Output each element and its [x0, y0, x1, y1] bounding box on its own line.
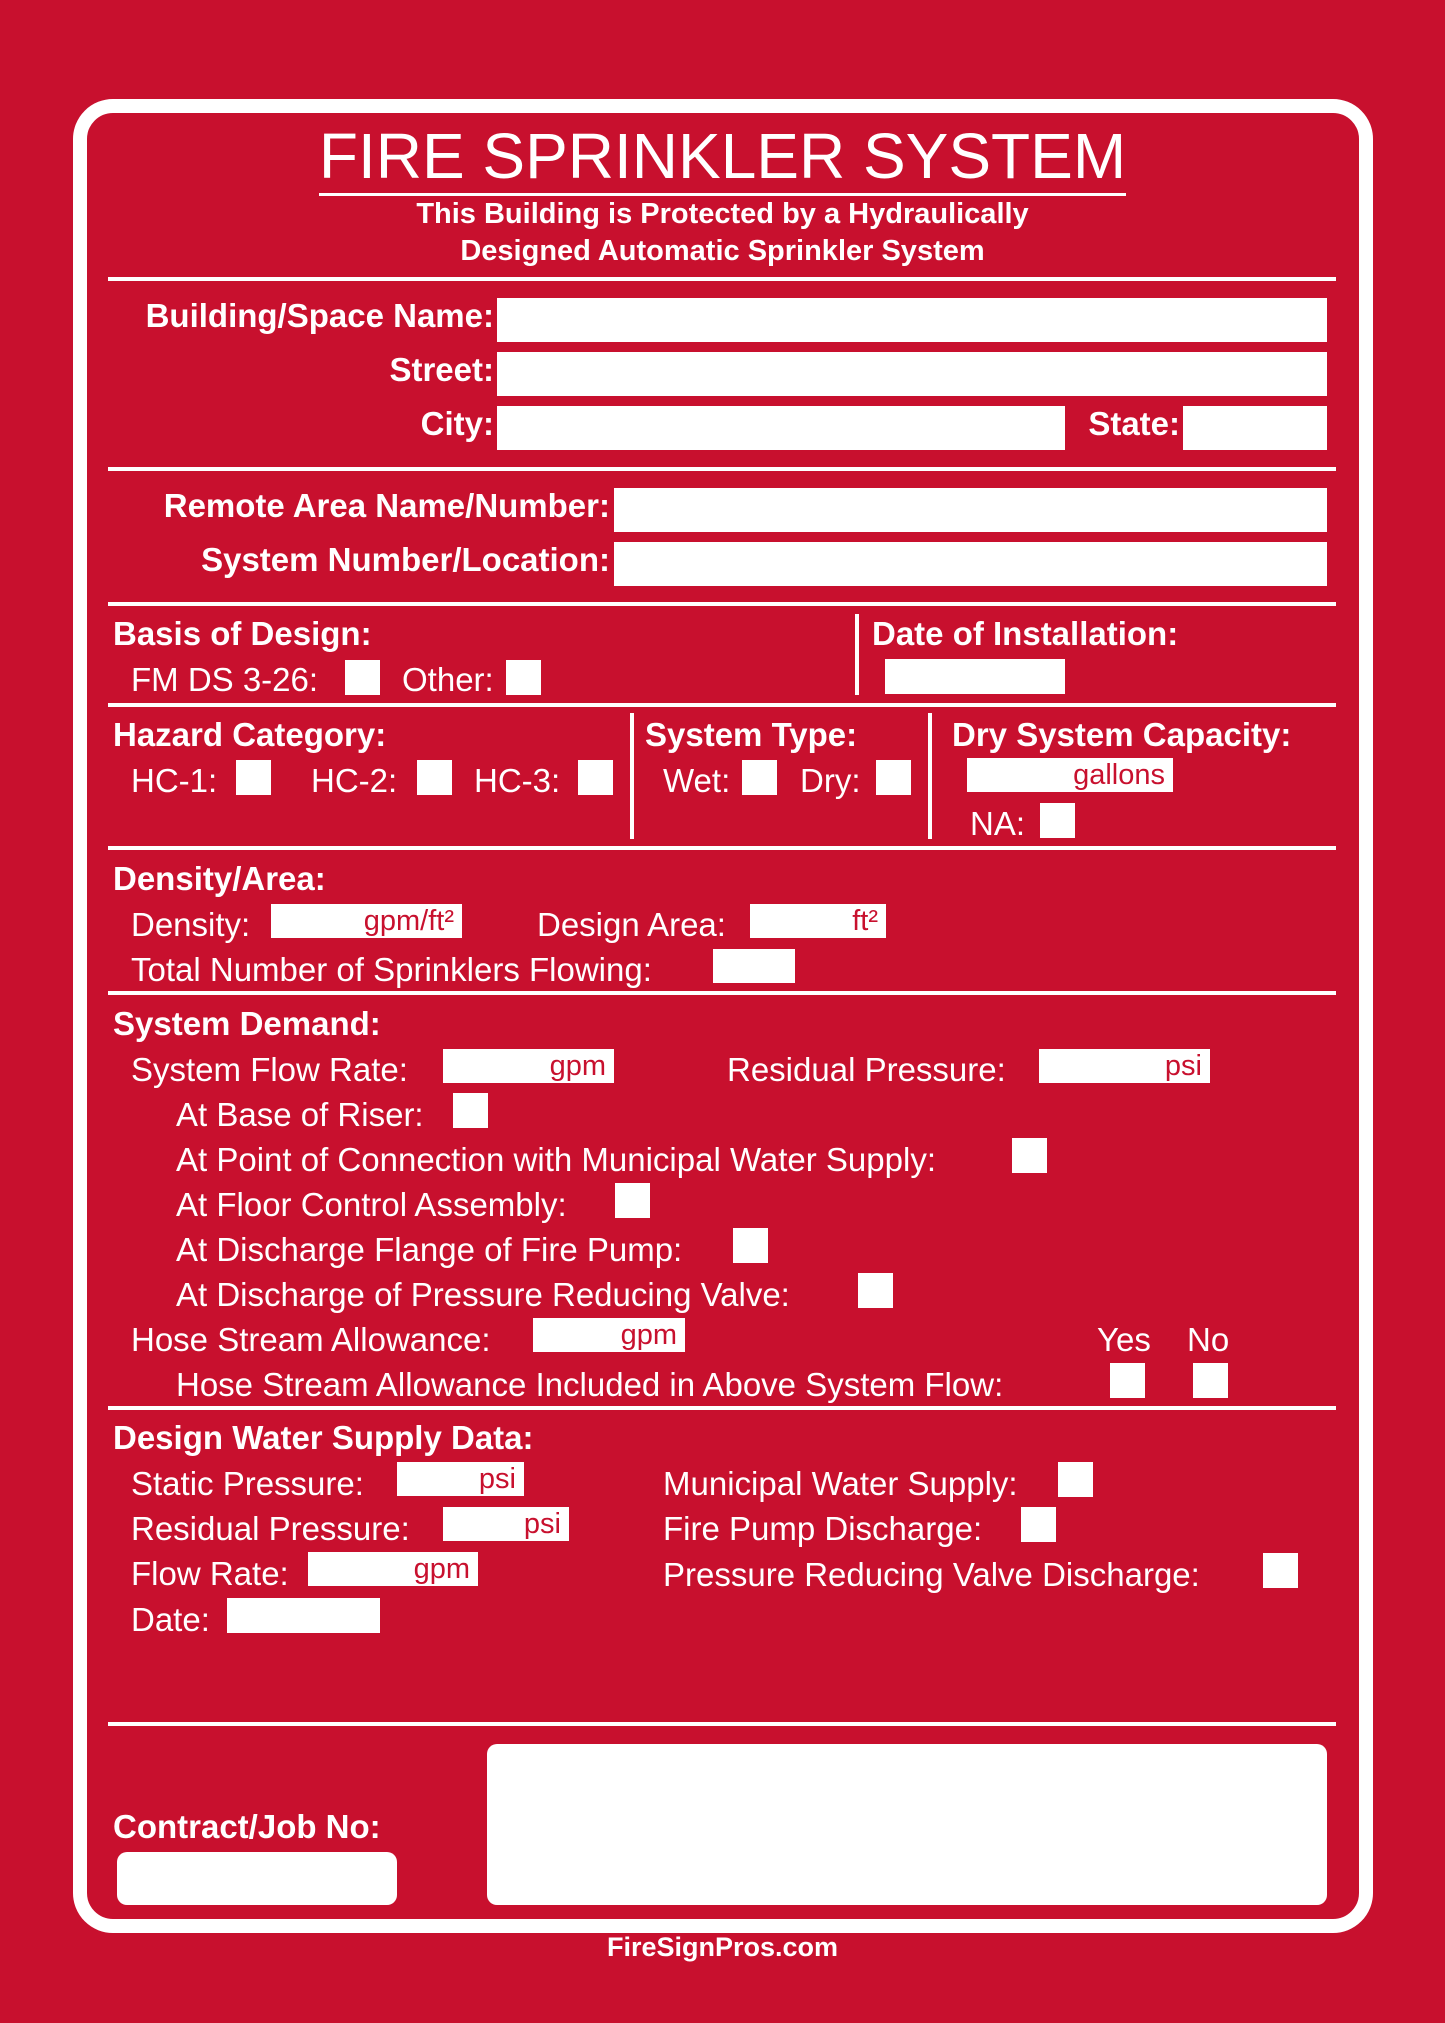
fire-pump-discharge-label: Fire Pump Discharge: — [663, 1510, 983, 1547]
residual-pressure-field[interactable]: psi — [1039, 1049, 1210, 1083]
divider — [108, 277, 1336, 281]
date-of-installation-header: Date of Installation: — [872, 615, 1179, 652]
density-area-header: Density/Area: — [113, 860, 326, 897]
discharge-prv-label: At Discharge of Pressure Reducing Valve: — [176, 1276, 790, 1313]
divider — [630, 713, 634, 839]
point-of-connection-label: At Point of Connection with Municipal Water Supply: — [176, 1141, 936, 1178]
design-area-field[interactable]: ft² — [750, 904, 886, 938]
remote-area-field[interactable] — [614, 488, 1327, 532]
ws-residual-pressure-label: Residual Pressure: — [131, 1510, 410, 1547]
system-demand-header: System Demand: — [113, 1005, 381, 1042]
divider — [108, 602, 1336, 606]
wet-label: Wet: — [663, 762, 731, 799]
subtitle-line-2: Designed Automatic Sprinkler System — [460, 235, 985, 267]
prv-discharge-checkbox[interactable] — [1263, 1553, 1298, 1588]
city-label: City: — [420, 405, 494, 442]
divider — [108, 703, 1336, 707]
divider — [108, 991, 1336, 995]
hc1-checkbox[interactable] — [236, 760, 271, 795]
sign-title: FIRE SPRINKLER SYSTEM — [0, 121, 1445, 191]
divider — [928, 713, 932, 839]
street-label: Street: — [389, 351, 494, 388]
hose-included-no-checkbox[interactable] — [1193, 1363, 1228, 1398]
system-number-field[interactable] — [614, 542, 1327, 586]
ws-date-field[interactable] — [227, 1598, 380, 1633]
hose-included-yes-checkbox[interactable] — [1110, 1363, 1145, 1398]
water-supply-header: Design Water Supply Data: — [113, 1419, 534, 1456]
hose-stream-allowance-label: Hose Stream Allowance: — [131, 1321, 491, 1358]
static-pressure-field[interactable]: psi — [397, 1462, 524, 1496]
fm-ds-checkbox[interactable] — [345, 660, 380, 695]
static-pressure-label: Static Pressure: — [131, 1465, 364, 1502]
system-flow-rate-label: System Flow Rate: — [131, 1051, 408, 1088]
hc3-label: HC-3: — [474, 762, 561, 799]
basis-of-design-header: Basis of Design: — [113, 615, 372, 652]
date-of-installation-field[interactable] — [885, 659, 1065, 694]
divider — [855, 614, 859, 695]
floor-control-label: At Floor Control Assembly: — [176, 1186, 567, 1223]
contract-job-label: Contract/Job No: — [113, 1808, 381, 1845]
other-checkbox[interactable] — [506, 660, 541, 695]
hc3-checkbox[interactable] — [578, 760, 613, 795]
total-sprinklers-field[interactable] — [713, 949, 795, 983]
hose-stream-allowance-field[interactable]: gpm — [533, 1318, 685, 1352]
dry-capacity-field[interactable]: gallons — [967, 758, 1173, 792]
ws-date-label: Date: — [131, 1601, 210, 1638]
dry-checkbox[interactable] — [876, 760, 911, 795]
dry-label: Dry: — [800, 762, 861, 799]
ws-flow-rate-label: Flow Rate: — [131, 1555, 289, 1592]
hc1-label: HC-1: — [131, 762, 218, 799]
city-field[interactable] — [497, 406, 1065, 450]
hc2-label: HC-2: — [311, 762, 398, 799]
divider — [108, 1406, 1336, 1410]
ws-residual-pressure-field[interactable]: psi — [443, 1507, 569, 1541]
state-field[interactable] — [1183, 406, 1327, 450]
dry-system-capacity-header: Dry System Capacity: — [952, 716, 1292, 753]
remote-area-label: Remote Area Name/Number: — [163, 487, 610, 524]
fire-pump-discharge-checkbox[interactable] — [1021, 1507, 1056, 1542]
system-flow-rate-field[interactable]: gpm — [443, 1049, 614, 1083]
other-label: Other: — [402, 661, 494, 698]
divider — [108, 1722, 1336, 1726]
na-checkbox[interactable] — [1040, 803, 1075, 838]
fm-ds-label: FM DS 3-26: — [131, 661, 319, 698]
contract-job-field[interactable] — [117, 1852, 397, 1905]
point-of-connection-checkbox[interactable] — [1012, 1138, 1047, 1173]
yes-label: Yes — [1097, 1321, 1151, 1358]
hose-included-label: Hose Stream Allowance Included in Above System Flow: — [176, 1366, 1004, 1403]
notes-panel[interactable] — [487, 1744, 1327, 1905]
discharge-prv-checkbox[interactable] — [858, 1273, 893, 1308]
at-base-of-riser-label: At Base of Riser: — [176, 1096, 424, 1133]
divider — [108, 846, 1336, 850]
municipal-water-supply-checkbox[interactable] — [1058, 1462, 1093, 1497]
density-label: Density: — [131, 906, 251, 943]
street-field[interactable] — [497, 352, 1327, 396]
footer-website: FireSignPros.com — [606, 1932, 839, 1962]
municipal-water-supply-label: Municipal Water Supply: — [663, 1465, 1018, 1502]
discharge-fire-pump-checkbox[interactable] — [733, 1228, 768, 1263]
design-area-label: Design Area: — [537, 906, 726, 943]
building-name-field[interactable] — [497, 298, 1327, 342]
state-label: State: — [1088, 405, 1180, 442]
na-label: NA: — [970, 805, 1026, 842]
hc2-checkbox[interactable] — [417, 760, 452, 795]
residual-pressure-label: Residual Pressure: — [727, 1051, 1006, 1088]
at-base-of-riser-checkbox[interactable] — [453, 1093, 488, 1128]
system-type-header: System Type: — [645, 716, 858, 753]
discharge-fire-pump-label: At Discharge Flange of Fire Pump: — [176, 1231, 683, 1268]
divider — [108, 467, 1336, 471]
ws-flow-rate-field[interactable]: gpm — [308, 1552, 478, 1586]
no-label: No — [1187, 1321, 1230, 1358]
building-name-label: Building/Space Name: — [145, 297, 494, 334]
hazard-category-header: Hazard Category: — [113, 716, 387, 753]
floor-control-checkbox[interactable] — [615, 1183, 650, 1218]
total-sprinklers-label: Total Number of Sprinklers Flowing: — [131, 951, 652, 988]
density-field[interactable]: gpm/ft² — [271, 904, 462, 938]
subtitle-line-1: This Building is Protected by a Hydraulically — [416, 198, 1029, 230]
prv-discharge-label: Pressure Reducing Valve Discharge: — [663, 1556, 1200, 1593]
wet-checkbox[interactable] — [742, 760, 777, 795]
system-number-label: System Number/Location: — [201, 541, 610, 578]
